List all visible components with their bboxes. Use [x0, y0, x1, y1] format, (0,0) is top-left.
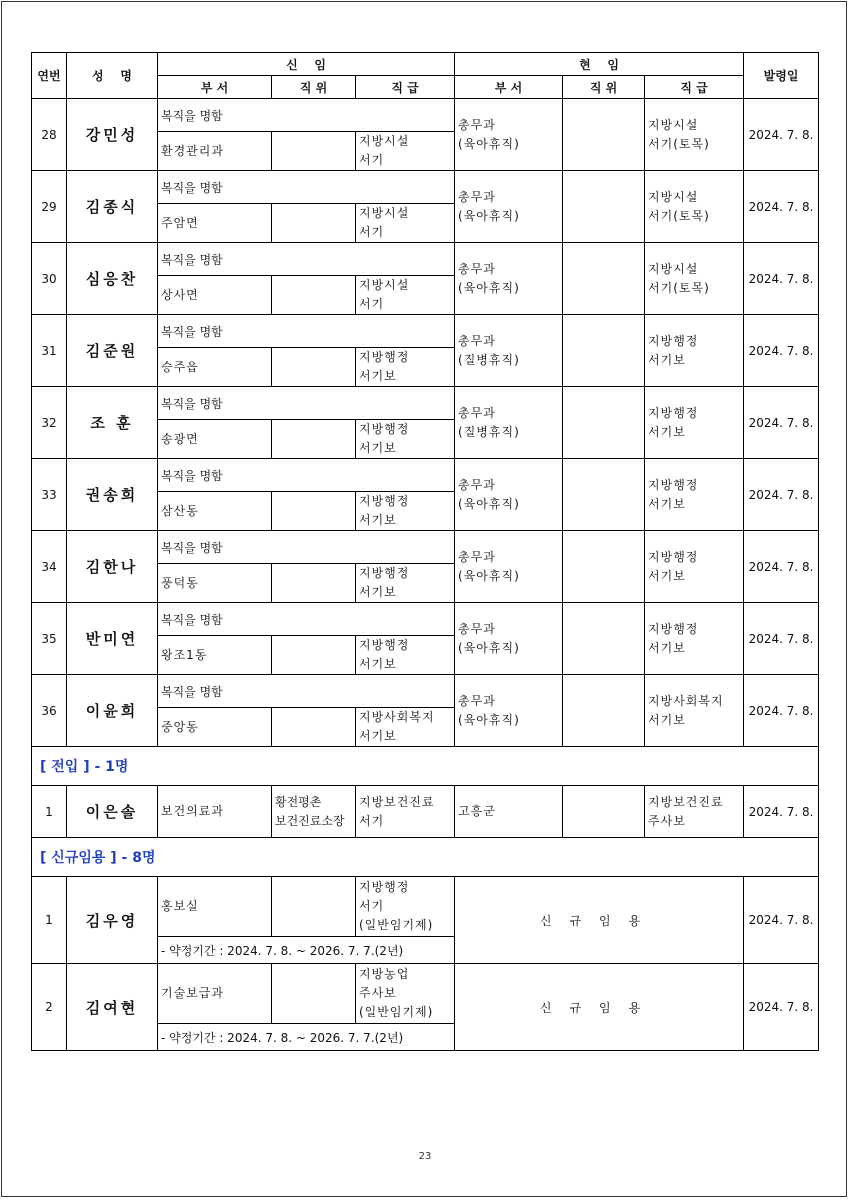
- current-position: [563, 531, 645, 603]
- new-position: [272, 132, 356, 171]
- contract-term: - 약정기간 : 2024. 7. 8. ~ 2026. 7. 7.(2년): [158, 937, 455, 964]
- current-status: 신규임용: [455, 877, 744, 964]
- issue-date: 2024. 7. 8.: [744, 315, 819, 387]
- new-grade: 지방행정 서기 (일반임기제): [356, 877, 455, 937]
- page-number: 23: [418, 1151, 432, 1162]
- current-dept: 총무과 (육아휴직): [455, 459, 563, 531]
- current-position: [563, 171, 645, 243]
- current-dept: 총무과 (육아휴직): [455, 171, 563, 243]
- header-name: 성 명: [67, 53, 158, 99]
- issue-date: 2024. 7. 8.: [744, 387, 819, 459]
- row-seq: 31: [32, 315, 67, 387]
- issue-date: 2024. 7. 8.: [744, 531, 819, 603]
- new-position: 황전평촌 보건진료소장: [272, 786, 356, 838]
- issue-date: 2024. 7. 8.: [744, 243, 819, 315]
- person-name: 반미연: [67, 603, 158, 675]
- current-position: [563, 786, 645, 838]
- current-grade: 지방시설 서기(토목): [645, 171, 744, 243]
- reinstatement-note: 복직을 명함: [158, 315, 455, 348]
- reinstatement-note: 복직을 명함: [158, 603, 455, 636]
- row-seq: 1: [32, 786, 67, 838]
- new-position: [272, 204, 356, 243]
- new-grade: 지방보건진료 서기: [356, 786, 455, 838]
- current-dept: 총무과 (질병휴직): [455, 315, 563, 387]
- new-position: [272, 420, 356, 459]
- new-grade: 지방사회복지 서기보: [356, 708, 455, 747]
- reinstatement-note: 복직을 명함: [158, 243, 455, 276]
- current-position: [563, 675, 645, 747]
- new-position: [272, 636, 356, 675]
- current-position: [563, 99, 645, 171]
- reinstatement-note: 복직을 명함: [158, 171, 455, 204]
- issue-date: 2024. 7. 8.: [744, 675, 819, 747]
- current-status: 신규임용: [455, 964, 744, 1051]
- new-dept: 왕조1동: [158, 636, 272, 675]
- new-grade: 지방행정 서기보: [356, 492, 455, 531]
- current-dept: 총무과 (육아휴직): [455, 243, 563, 315]
- issue-date: 2024. 7. 8.: [744, 99, 819, 171]
- person-name: 심응찬: [67, 243, 158, 315]
- current-position: [563, 315, 645, 387]
- person-name: 김여현: [67, 964, 158, 1051]
- new-position: [272, 708, 356, 747]
- new-grade: 지방행정 서기보: [356, 348, 455, 387]
- issue-date: 2024. 7. 8.: [744, 459, 819, 531]
- reinstatement-note: 복직을 명함: [158, 531, 455, 564]
- current-dept: 고흥군: [455, 786, 563, 838]
- personnel-table: [31, 52, 819, 1051]
- header-seq: 연번: [32, 53, 67, 99]
- row-seq: 28: [32, 99, 67, 171]
- row-seq: 33: [32, 459, 67, 531]
- reinstatement-note: 복직을 명함: [158, 459, 455, 492]
- issue-date: 2024. 7. 8.: [744, 603, 819, 675]
- person-name: 김준원: [67, 315, 158, 387]
- current-dept: 총무과 (질병휴직): [455, 387, 563, 459]
- new-position: [272, 877, 356, 937]
- header-current-post: 현 임: [455, 53, 744, 76]
- new-dept: 삼산동: [158, 492, 272, 531]
- new-dept: 상사면: [158, 276, 272, 315]
- new-dept: 송광면: [158, 420, 272, 459]
- new-grade: 지방행정 서기보: [356, 636, 455, 675]
- issue-date: 2024. 7. 8.: [744, 877, 819, 964]
- person-name: 김우영: [67, 877, 158, 964]
- issue-date: 2024. 7. 8.: [744, 964, 819, 1051]
- row-seq: 29: [32, 171, 67, 243]
- header-cur-position: 직 위: [563, 76, 645, 99]
- person-name: 이윤희: [67, 675, 158, 747]
- current-dept: 총무과 (육아휴직): [455, 603, 563, 675]
- person-name: 이은솔: [67, 786, 158, 838]
- new-dept: 주암면: [158, 204, 272, 243]
- row-seq: 32: [32, 387, 67, 459]
- new-dept: 홍보실: [158, 877, 272, 937]
- row-seq: 1: [32, 877, 67, 964]
- row-seq: 34: [32, 531, 67, 603]
- current-position: [563, 387, 645, 459]
- header-new-grade: 직 급: [356, 76, 455, 99]
- new-dept: 중앙동: [158, 708, 272, 747]
- row-seq: 36: [32, 675, 67, 747]
- current-grade: 지방사회복지 서기보: [645, 675, 744, 747]
- issue-date: 2024. 7. 8.: [744, 171, 819, 243]
- person-name: 김한나: [67, 531, 158, 603]
- new-grade: 지방시설 서기: [356, 276, 455, 315]
- current-grade: 지방시설 서기(토목): [645, 99, 744, 171]
- current-grade: 지방행정 서기보: [645, 603, 744, 675]
- new-position: [272, 564, 356, 603]
- row-seq: 2: [32, 964, 67, 1051]
- new-grade: 지방행정 서기보: [356, 564, 455, 603]
- new-position: [272, 964, 356, 1024]
- new-grade: 지방행정 서기보: [356, 420, 455, 459]
- new-grade: 지방농업 주사보 (일반임기제): [356, 964, 455, 1024]
- current-position: [563, 243, 645, 315]
- person-name: 김종식: [67, 171, 158, 243]
- person-name: 강민성: [67, 99, 158, 171]
- row-seq: 35: [32, 603, 67, 675]
- header-new-dept: 부 서: [158, 76, 272, 99]
- contract-term: - 약정기간 : 2024. 7. 8. ~ 2026. 7. 7.(2년): [158, 1024, 455, 1051]
- new-dept: 기술보급과: [158, 964, 272, 1024]
- current-dept: 총무과 (육아휴직): [455, 99, 563, 171]
- reinstatement-note: 복직을 명함: [158, 99, 455, 132]
- new-position: [272, 276, 356, 315]
- new-position: [272, 492, 356, 531]
- current-grade: 지방시설 서기(토목): [645, 243, 744, 315]
- new-position: [272, 348, 356, 387]
- new-dept: 승주읍: [158, 348, 272, 387]
- current-dept: 총무과 (육아휴직): [455, 675, 563, 747]
- issue-date: 2024. 7. 8.: [744, 786, 819, 838]
- section-title-new-hire: [ 신규임용 ] - 8명: [32, 838, 819, 877]
- current-grade: 지방행정 서기보: [645, 387, 744, 459]
- reinstatement-note: 복직을 명함: [158, 387, 455, 420]
- new-grade: 지방시설 서기: [356, 204, 455, 243]
- new-grade: 지방시설 서기: [356, 132, 455, 171]
- new-dept: 보건의료과: [158, 786, 272, 838]
- person-name: 조 훈: [67, 387, 158, 459]
- current-grade: 지방보건진료 주사보: [645, 786, 744, 838]
- new-dept: 환경관리과: [158, 132, 272, 171]
- header-new-post: 신 임: [158, 53, 455, 76]
- reinstatement-note: 복직을 명함: [158, 675, 455, 708]
- row-seq: 30: [32, 243, 67, 315]
- header-new-position: 직 위: [272, 76, 356, 99]
- section-title-transfer: [ 전입 ] - 1명: [32, 747, 819, 786]
- current-dept: 총무과 (육아휴직): [455, 531, 563, 603]
- current-position: [563, 459, 645, 531]
- header-cur-dept: 부 서: [455, 76, 563, 99]
- current-grade: 지방행정 서기보: [645, 531, 744, 603]
- current-grade: 지방행정 서기보: [645, 459, 744, 531]
- person-name: 권송희: [67, 459, 158, 531]
- current-grade: 지방행정 서기보: [645, 315, 744, 387]
- header-cur-grade: 직 급: [645, 76, 744, 99]
- current-position: [563, 603, 645, 675]
- header-issue-date: 발령일: [744, 53, 819, 99]
- new-dept: 풍덕동: [158, 564, 272, 603]
